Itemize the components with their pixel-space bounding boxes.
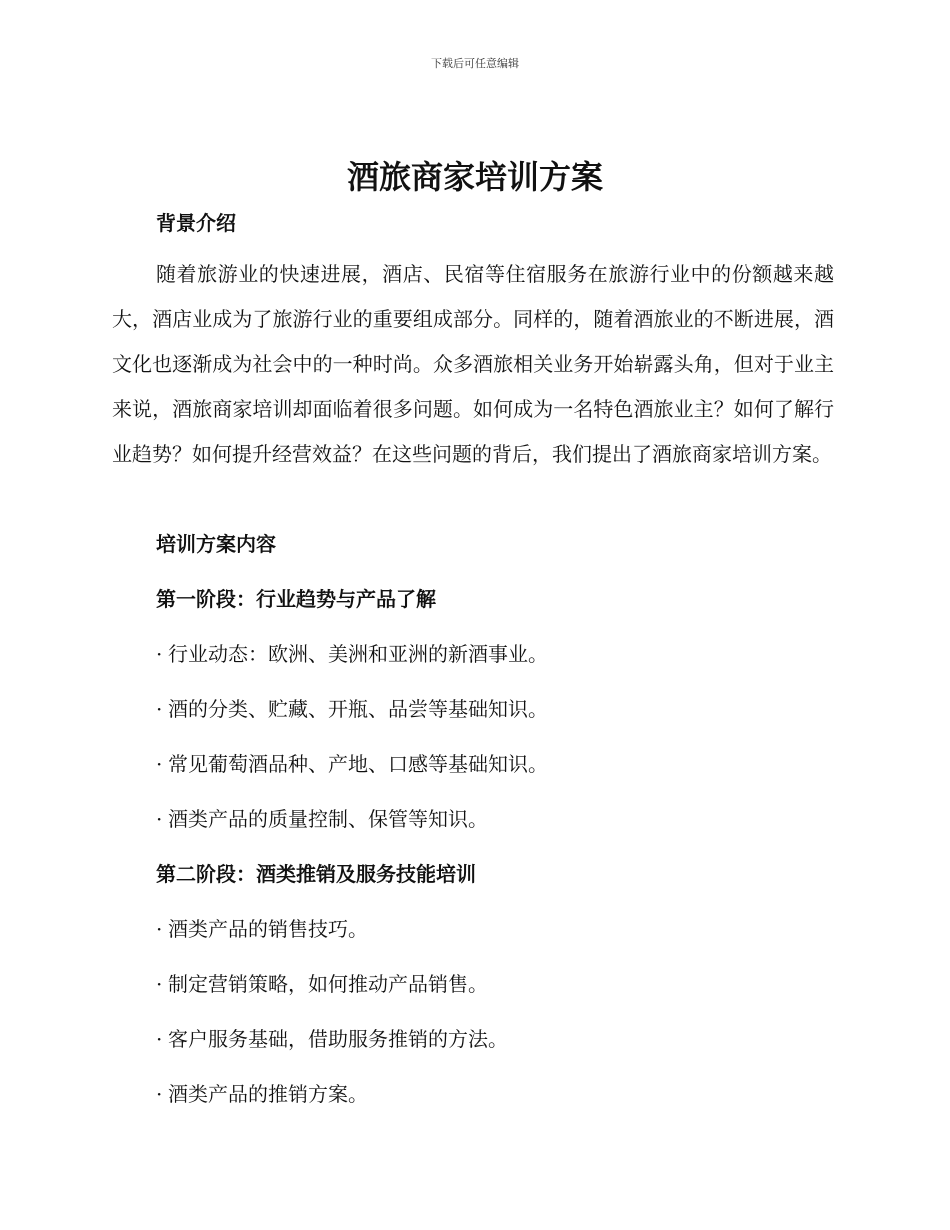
background-paragraph: 随着旅游业的快速进展，酒店、民宿等住宿服务在旅游行业中的份额越来越大，酒店业成为了旅游行业的重要组成部分。同样的，随着酒旅业的不断进展，酒文化也逐渐成为社会中的一种时尚。众多酒旅相关业务开始崭露头角，但对于业主来说，酒旅商家培训却面临着很多问题。如何成为一名特色酒旅业主？如何了解行业趋势？如何提升经营效益？在这些问题的背后，我们提出了酒旅商家培训方案。 <box>112 262 834 466</box>
bullet-dot-icon: · <box>156 972 163 996</box>
header-note: 下载后可任意编辑 <box>431 57 519 70</box>
section-heading-training: 培训方案内容 <box>156 532 276 556</box>
stage2-item-text: 客户服务基础，借助服务推销的方法。 <box>168 1027 508 1051</box>
stage2-item-text: 制定营销策略，如何推动产品销售。 <box>168 972 488 996</box>
bullet-dot-icon: · <box>156 752 163 776</box>
stage2-item <box>156 1023 508 1052</box>
stage2-item <box>156 913 368 942</box>
stage2-item-text: 酒类产品的销售技巧。 <box>168 917 368 941</box>
stage1-item-text: 酒类产品的质量控制、保管等知识。 <box>168 807 488 831</box>
stage1-item <box>156 693 548 722</box>
document-title: 酒旅商家培训方案 <box>346 158 603 196</box>
stage1-item <box>156 638 548 667</box>
bullet-dot-icon: · <box>156 1027 163 1051</box>
stage1-item-text: 行业动态：欧洲、美洲和亚洲的新酒事业。 <box>168 642 548 666</box>
stage1-heading: 第一阶段：行业趋势与产品了解 <box>156 587 436 611</box>
stage1-item-text: 常见葡萄酒品种、产地、口感等基础知识。 <box>168 752 548 776</box>
bullet-dot-icon: · <box>156 807 163 831</box>
stage1-item <box>156 803 488 832</box>
section-heading-background: 背景介绍 <box>156 211 236 235</box>
stage2-item <box>156 968 488 997</box>
stage1-item-text: 酒的分类、贮藏、开瓶、品尝等基础知识。 <box>168 697 548 721</box>
bullet-dot-icon: · <box>156 917 163 941</box>
stage2-item <box>156 1078 368 1107</box>
bullet-dot-icon: · <box>156 697 163 721</box>
stage2-item-text: 酒类产品的推销方案。 <box>168 1082 368 1106</box>
stage2-heading: 第二阶段：酒类推销及服务技能培训 <box>156 862 476 886</box>
bullet-dot-icon: · <box>156 642 163 666</box>
bullet-dot-icon: · <box>156 1082 163 1106</box>
stage1-item <box>156 748 548 777</box>
